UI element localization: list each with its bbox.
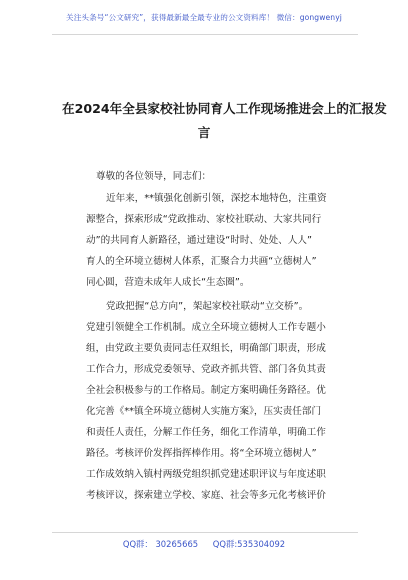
paragraph-line: 和责任人责任，分解工作任务，细化工作清单，明确工作 [86, 427, 326, 438]
footer-divider [52, 532, 358, 533]
paragraph-2 [86, 296, 356, 506]
paragraph-line: 考核评议，探索建立学校、家庭、社会等多元化考核评价 [86, 490, 326, 501]
paragraph-line: 化完善《**镇全环境立德树人实施方案》，压实责任部门 [86, 406, 322, 417]
document-title-line-2: 言 [197, 125, 211, 140]
header-banner: 关注头条号“公文研究”，获得最新最全最专业的公文资料库！ 微信：gongwenyj [66, 13, 342, 22]
paragraph-line: 全社会积极参与的工作格局。制定方案明确任务路径。优 [86, 385, 326, 396]
paragraph-line: 育人的全环境立德树人体系，汇聚合力共画“立德树人” [86, 256, 317, 267]
salutation: 尊敬的各位领导，同志们： [96, 171, 212, 182]
footer-qq-group-1: QQ群： 30265665 [122, 539, 199, 549]
paragraph-line: 党建引领健全工作机制。成立全环境立德树人工作专题小 [86, 322, 326, 333]
paragraph-1 [86, 188, 356, 293]
paragraph-line: 工作合力，形成党委领导、党政齐抓共管、部门各负其责 [86, 364, 326, 375]
document-title-line-1: 在2024年全县家校社协同育人工作现场推进会上的汇报发 [62, 101, 387, 116]
paragraph-line: 源整合，探索形成“党政推动、家校社联动、大家共同行 [86, 214, 322, 225]
paragraph-line: 路径。考核评价发挥指挥棒作用。将“全环境立德树人” [86, 448, 317, 459]
paragraph-line: 同心圆，营造未成年人成长“生态圈”。 [86, 277, 250, 288]
paragraph-line: 近年来，**镇强化创新引领，深挖本地特色，注重资 [106, 193, 327, 204]
header-divider [52, 34, 358, 35]
paragraph-line: 组，由党政主要负责同志任双组长，明确部门职责，形成 [86, 343, 326, 354]
footer-qq-group-2: QQ群:535304092 [212, 539, 286, 549]
paragraph-line: 动”的共同育人新路径，通过建设“时时、处处、人人” [86, 235, 312, 246]
footer [0, 538, 408, 550]
paragraph-line: 工作成效纳入镇村两级党组织抓党建述职评议与年度述职 [86, 469, 326, 480]
paragraph-line: 党政把握“总方向”，架起家校社联动“立交桥”。 [106, 301, 309, 312]
